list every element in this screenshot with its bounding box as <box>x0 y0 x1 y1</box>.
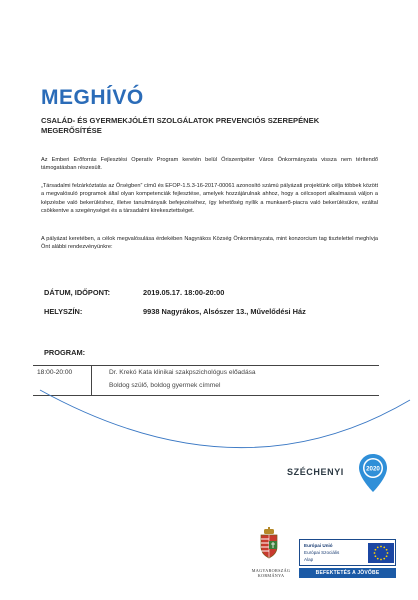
gov-line-1: MAGYARORSZÁG <box>251 568 291 573</box>
eu-flag-icon <box>368 543 394 563</box>
program-line-speaker: Dr. Krekó Kata klinikai szakpszichológus előadása <box>109 369 256 376</box>
gov-line-2: KORMÁNYA <box>257 573 285 579</box>
eu-investment-banner: BEFEKTETÉS A JÖVŐBE <box>299 568 396 578</box>
invitation-title: MEGHÍVÓ <box>41 86 144 109</box>
decorative-arc <box>0 380 418 510</box>
pin-year: 2020 <box>366 465 380 473</box>
hungary-crest-icon <box>258 527 280 559</box>
date-label: DÁTUM, IDŐPONT: <box>44 288 111 297</box>
eu-logo-box <box>299 539 396 566</box>
project-paragraph: „Társadalmi felzárkóztatás az Őrségben” című és EFOP-1.5.3-16-2017-00061 azonosító számú pályázati projektünk célja többek között a megvalósuló programok által olyan kompetenciák fejlesztése, amelyek hozzájárulnak ahhoz, hogy a célcsoport alkalmassá váljon a képzésbe való bekerüléshez, illetve tanulmányaik befejezéséhez, így lehetőség nyílik a munkaerő-piacra való bekerülésükre, ezáltal csökkentve a szegénységet és a társadalmi kirekesztettséget. <box>41 183 378 214</box>
intro-paragraph: Az Emberi Erőforrás Fejlesztési Operatív Program keretén belül Őriszentpéter Város Önkormányzata vissza nem térítendő támogatásban részesült. <box>41 157 378 172</box>
eu-line-3: Alap <box>304 557 314 562</box>
date-value: 2019.05.17. 18:00-20:00 <box>143 288 225 297</box>
place-value: 9938 Nagyrákos, Alsószer 13., Művelődési Ház <box>143 307 306 316</box>
szechenyi-pin-icon <box>358 452 388 494</box>
place-label: HELYSZÍN: <box>44 307 83 316</box>
eu-line-2: Európai Szociális <box>304 550 340 555</box>
program-line-topic: Boldog szülő, boldog gyermek címmel <box>109 382 221 389</box>
program-label: PROGRAM: <box>44 348 86 357</box>
hungarian-government-text <box>247 568 295 578</box>
program-time: 18:00-20:00 <box>37 369 73 376</box>
eu-line-1: Európai Unió <box>304 543 333 548</box>
szechenyi-logo-text: SZÉCHENYI <box>287 467 344 477</box>
invitation-paragraph: A pályázat keretében, a célok megvalósulása érdekében Nagyrákos Község Önkormányzata, mint konzorcium tag tisztelettel meghívja Önt alábbi rendezvényünkre: <box>41 236 378 251</box>
invitation-subtitle: CSALÁD- ÉS GYERMEKJÓLÉTI SZOLGÁLATOK PREVENCIÓS SZEREPÉNEK MEGERŐSÍTÉSE <box>41 116 320 135</box>
